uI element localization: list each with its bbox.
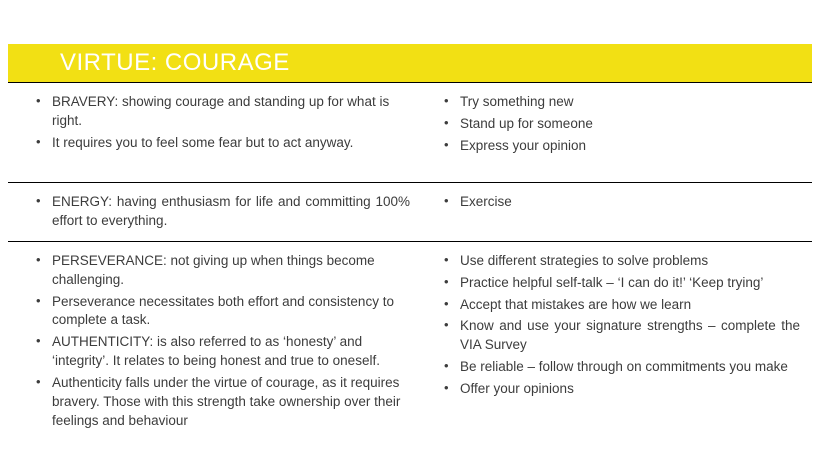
table-row (8, 83, 812, 183)
list-item: • Know and use your signature strengths – complete the VIA Survey (442, 317, 804, 355)
list-item: • AUTHENTICITY: is also referred to as ‘honesty’ and ‘integrity’. It relates to being honest and true to oneself. (34, 333, 414, 371)
description-list (34, 193, 414, 231)
row-examples-cell (426, 242, 812, 441)
virtue-title-banner (8, 44, 812, 82)
examples-list (442, 193, 804, 212)
description-list (34, 93, 414, 153)
list-item: • Use different strategies to solve problems (442, 252, 804, 271)
row-description-cell (8, 83, 426, 182)
list-item: • ENERGY: having enthusiasm for life and committing 100% effort to everything. (34, 193, 414, 231)
list-item: • Try something new (442, 93, 804, 112)
list-item: • Authenticity falls under the virtue of courage, as it requires bravery. Those with this strength take ownership over their feelings and behaviour (34, 374, 414, 431)
list-item: • BRAVERY: showing courage and standing up for what is right. (34, 93, 414, 131)
list-item: • PERSEVERANCE: not giving up when things become challenging. (34, 252, 414, 290)
list-item: • Express your opinion (442, 137, 804, 156)
row-description-cell (8, 242, 426, 441)
row-examples-cell (426, 183, 812, 241)
list-item: • Stand up for someone (442, 115, 804, 134)
examples-list (442, 252, 804, 399)
row-description-cell (8, 183, 426, 241)
list-item: • It requires you to feel some fear but to act anyway. (34, 134, 414, 153)
strengths-table (8, 82, 812, 441)
page-title: VIRTUE: COURAGE (60, 49, 290, 76)
table-row (8, 183, 812, 242)
list-item: • Accept that mistakes are how we learn (442, 296, 804, 315)
table-row (8, 242, 812, 441)
list-item: • Offer your opinions (442, 380, 804, 399)
list-item: • Be reliable – follow through on commitments you make (442, 358, 804, 377)
list-item: • Perseverance necessitates both effort and consistency to complete a task. (34, 293, 414, 331)
row-examples-cell (426, 83, 812, 182)
list-item: • Exercise (442, 193, 804, 212)
list-item: • Practice helpful self-talk – ‘I can do it!’ ‘Keep trying’ (442, 274, 804, 293)
description-list (34, 252, 414, 431)
examples-list (442, 93, 804, 156)
